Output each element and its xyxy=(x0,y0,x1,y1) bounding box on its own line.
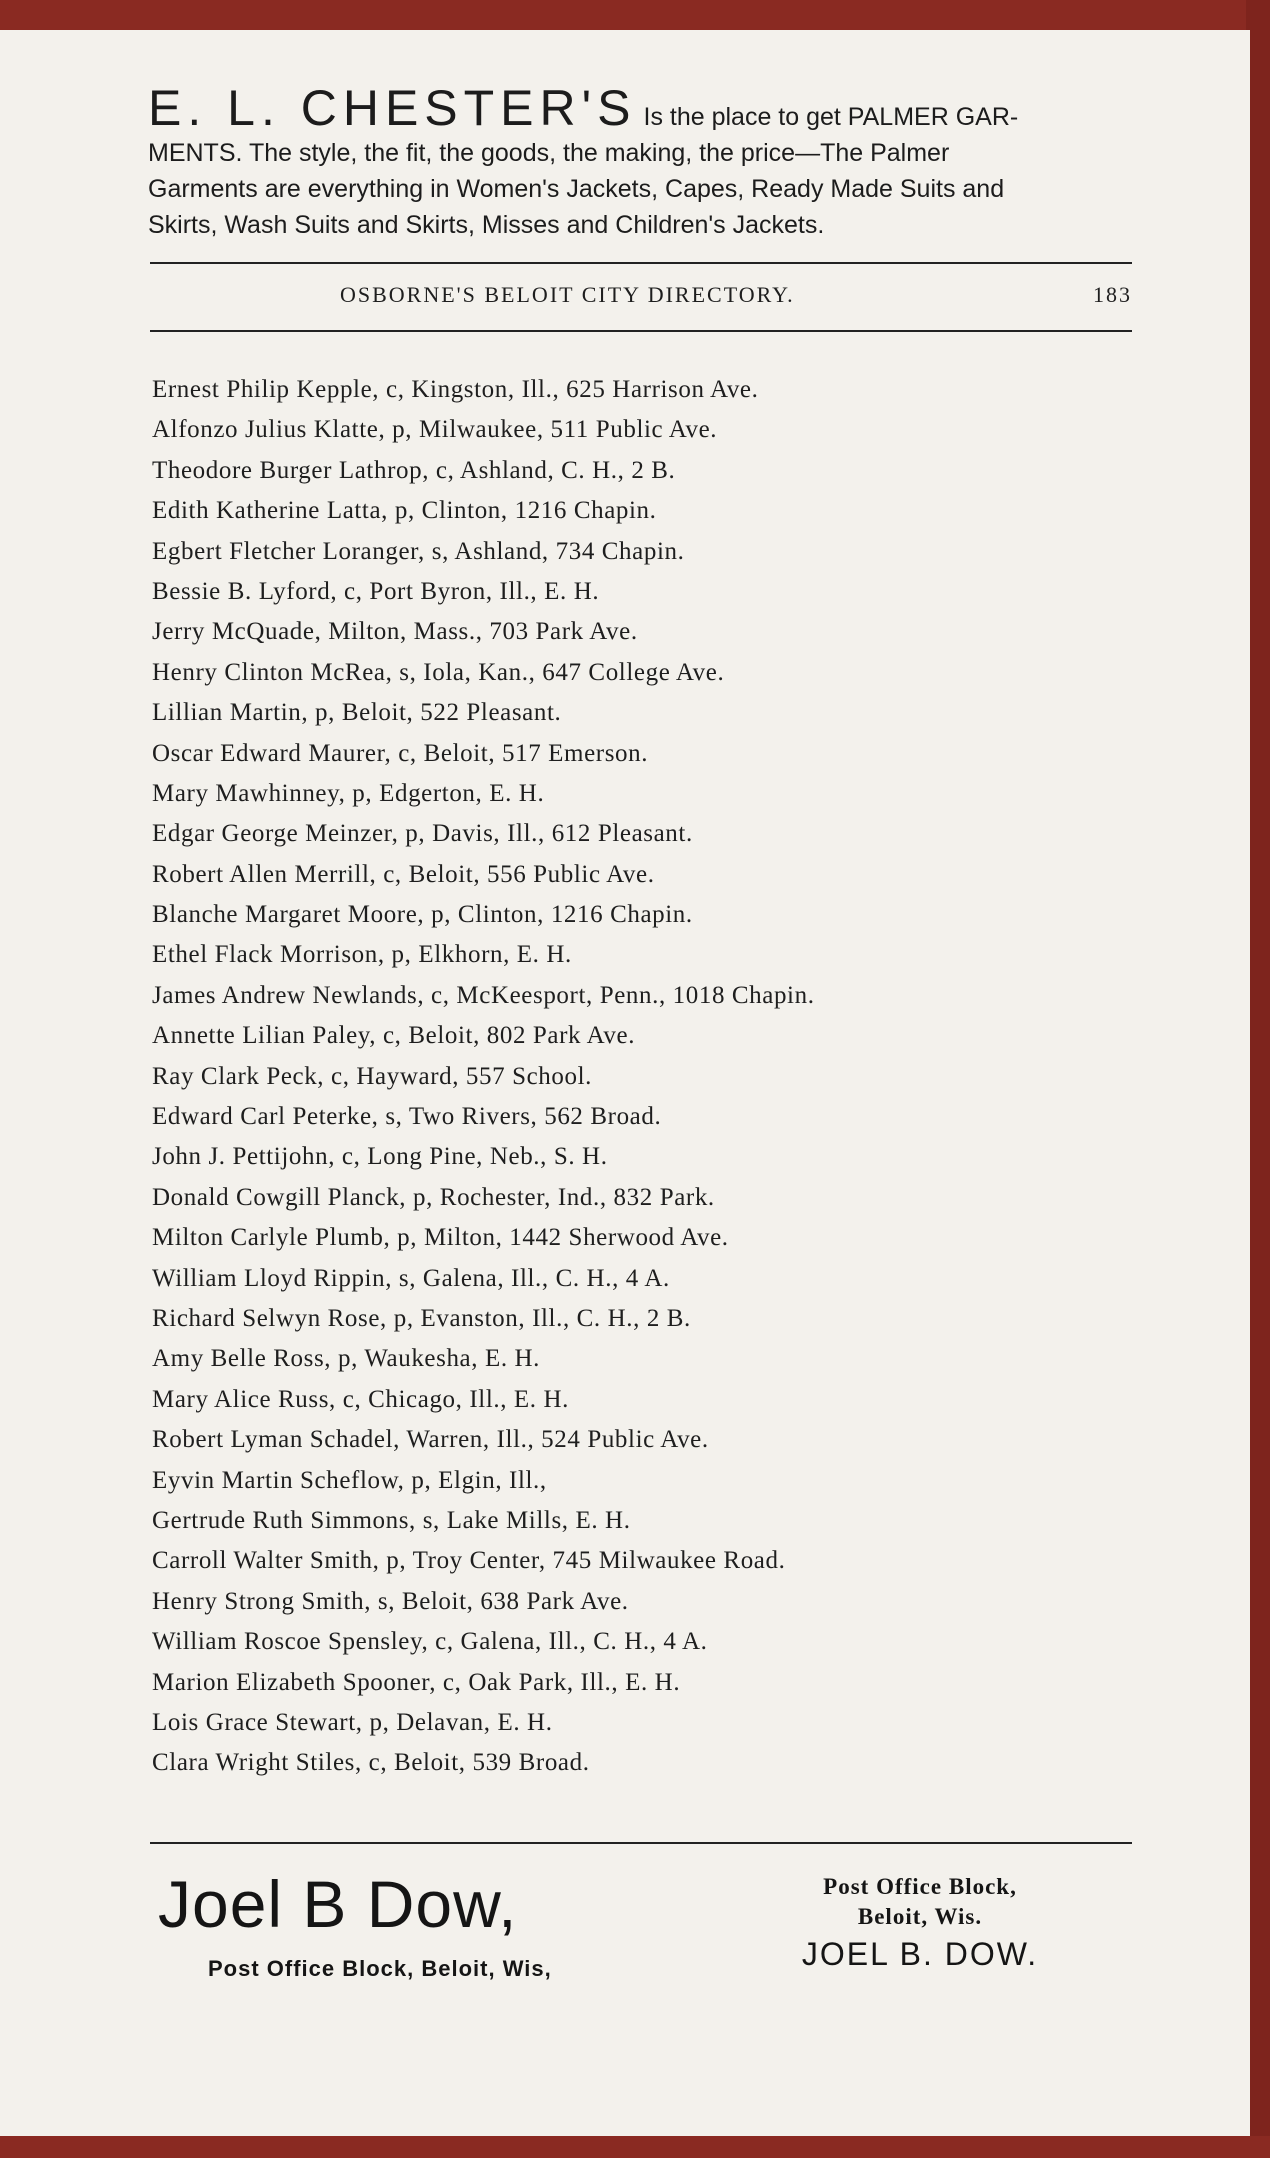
list-item: Egbert Fletcher Loranger, s, Ashland, 734 Chapin. xyxy=(152,537,685,565)
ad-line-2: MENTS. The style, the fit, the goods, the making, the price—The Palmer xyxy=(148,139,950,167)
page-number: 183 xyxy=(1093,282,1132,307)
list-item: Ethel Flack Morrison, p, Elkhorn, E. H. xyxy=(152,941,572,969)
ad-line-4: Skirts, Wash Suits and Skirts, Misses and Children's Jackets. xyxy=(148,211,825,239)
list-item: Mary Alice Russ, c, Chicago, Ill., E. H. xyxy=(152,1385,569,1413)
list-item: Gertrude Ruth Simmons, s, Lake Mills, E. H. xyxy=(152,1506,631,1534)
binding-top-edge xyxy=(0,0,1270,30)
list-item: Clara Wright Stiles, c, Beloit, 539 Broad. xyxy=(152,1749,590,1777)
advertiser-address-line-1: Post Office Block, xyxy=(823,1874,1017,1899)
ad-brand: E. L. CHESTER'S xyxy=(148,80,637,136)
footer-advertisement xyxy=(150,1864,1140,2004)
advertiser-name: Joel B Dow, xyxy=(158,1867,518,1941)
list-item: Bessie B. Lyford, c, Port Byron, Ill., E. H. xyxy=(152,577,600,605)
list-item: Milton Carlyle Plumb, p, Milton, 1442 Sherwood Ave. xyxy=(152,1224,729,1252)
directory-entries xyxy=(152,370,1142,1784)
advertiser-address-line-2: Beloit, Wis. xyxy=(857,1904,983,1929)
list-item: Amy Belle Ross, p, Waukesha, E. H. xyxy=(152,1345,541,1373)
ad-line-3: Garments are everything in Women's Jackets, Capes, Ready Made Suits and xyxy=(148,175,1005,203)
header-advertisement xyxy=(148,80,1138,243)
list-item: Mary Mawhinney, p, Edgerton, E. H. xyxy=(152,779,545,807)
directory-title: OSBORNE'S BELOIT CITY DIRECTORY. xyxy=(340,282,795,307)
rule-above-running-head xyxy=(150,262,1132,264)
list-item: Henry Clinton McRea, s, Iola, Kan., 647 College Ave. xyxy=(152,658,725,686)
list-item: Robert Lyman Schadel, Warren, Ill., 524 Public Ave. xyxy=(152,1426,709,1454)
list-item: Jerry McQuade, Milton, Mass., 703 Park Ave. xyxy=(152,618,638,646)
list-item: Lillian Martin, p, Beloit, 522 Pleasant. xyxy=(152,699,562,727)
list-item: Lois Grace Stewart, p, Delavan, E. H. xyxy=(152,1708,553,1736)
list-item: Ernest Philip Kepple, c, Kingston, Ill., 625 Harrison Ave. xyxy=(152,376,759,403)
advertiser-signature: JOEL B. DOW. xyxy=(801,1936,1039,1972)
list-item: Annette Lilian Paley, c, Beloit, 802 Park Ave. xyxy=(152,1022,636,1050)
list-item: Edward Carl Peterke, s, Two Rivers, 562 Broad. xyxy=(152,1103,662,1131)
list-item: Henry Strong Smith, s, Beloit, 638 Park Ave. xyxy=(152,1587,629,1615)
list-item: Edgar George Meinzer, p, Davis, Ill., 612 Pleasant. xyxy=(152,820,693,848)
list-item: Donald Cowgill Planck, p, Rochester, Ind., 832 Park. xyxy=(152,1183,715,1211)
list-item: Robert Allen Merrill, c, Beloit, 556 Public Ave. xyxy=(152,860,655,888)
list-item: Ray Clark Peck, c, Hayward, 557 School. xyxy=(152,1062,592,1090)
advertiser-signature-block xyxy=(750,1872,1090,1976)
list-item: Edith Katherine Latta, p, Clinton, 1216 Chapin. xyxy=(152,497,657,525)
list-item: Theodore Burger Lathrop, c, Ashland, C. H., 2 B. xyxy=(152,456,676,484)
ad-line-1 xyxy=(148,80,1138,136)
list-item: Richard Selwyn Rose, p, Evanston, Ill., C. H., 2 B. xyxy=(152,1304,691,1332)
list-item: Marion Elizabeth Spooner, c, Oak Park, Ill., E. H. xyxy=(152,1668,681,1696)
list-item: Oscar Edward Maurer, c, Beloit, 517 Emerson. xyxy=(152,739,649,767)
list-item: Alfonzo Julius Klatte, p, Milwaukee, 511 Public Ave. xyxy=(152,416,718,444)
rule-above-footer-ad xyxy=(150,1842,1132,1844)
list-item: James Andrew Newlands, c, McKeesport, Penn., 1018 Chapin. xyxy=(152,981,815,1009)
list-item: William Lloyd Rippin, s, Galena, Ill., C. H., 4 A. xyxy=(152,1264,670,1292)
advertiser-address-left: Post Office Block, Beloit, Wis, xyxy=(208,1956,552,1981)
ad-line-1-tail: Is the place to get PALMER GAR- xyxy=(643,103,1019,131)
rule-below-running-head xyxy=(150,330,1132,332)
list-item: Carroll Walter Smith, p, Troy Center, 745 Milwaukee Road. xyxy=(152,1547,786,1575)
list-item: William Roscoe Spensley, c, Galena, Ill., C. H., 4 A. xyxy=(152,1628,708,1656)
list-item: Eyvin Martin Scheflow, p, Elgin, Ill., xyxy=(152,1466,547,1494)
running-head xyxy=(150,282,1132,316)
binding-bottom-edge xyxy=(0,2136,1270,2158)
list-item: John J. Pettijohn, c, Long Pine, Neb., S. H. xyxy=(152,1143,608,1171)
list-item: Blanche Margaret Moore, p, Clinton, 1216 Chapin. xyxy=(152,901,693,929)
